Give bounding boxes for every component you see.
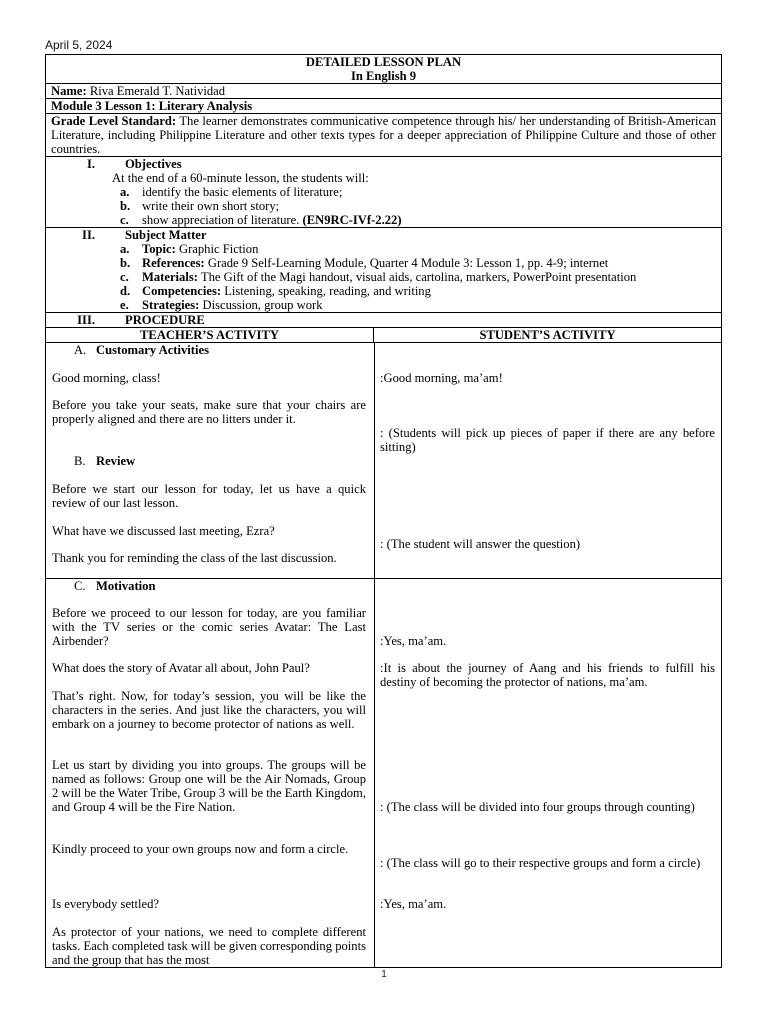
objective-item bbox=[51, 199, 716, 213]
subject-text bbox=[142, 298, 323, 312]
subject-value: Discussion, group work bbox=[202, 298, 323, 312]
subject-text bbox=[142, 242, 258, 256]
objective-text bbox=[142, 213, 402, 227]
customary-heading bbox=[52, 343, 366, 357]
subject-value: Listening, speaking, reading, and writing bbox=[224, 284, 431, 298]
review-label: B. bbox=[74, 454, 86, 468]
objectives-number: I. bbox=[86, 157, 95, 171]
teacher-line: As protector of your nations, we need to complete different tasks. Each completed task will be given corresponding points and the group that has the most bbox=[52, 925, 366, 967]
teacher-line: Thank you for reminding the class of the last discussion. bbox=[52, 551, 337, 565]
subject-label: Strategies: bbox=[142, 298, 200, 312]
objective-text-body: show appreciation of literature. bbox=[142, 213, 300, 227]
student-line: : (The student will answer the question) bbox=[380, 537, 581, 551]
objective-code: (EN9RC-IVf-2.22) bbox=[302, 213, 402, 227]
teacher-line: Before we start our lesson for today, let us have a quick review of our last lesson. bbox=[52, 482, 366, 510]
procedure-number: III. bbox=[77, 313, 95, 327]
subject-item bbox=[51, 256, 716, 270]
student-line: : (The class will be divided into four groups through counting) bbox=[380, 800, 695, 814]
objective-item bbox=[51, 213, 716, 227]
subject-item bbox=[51, 298, 716, 312]
plan-title: DETAILED LESSON PLAN bbox=[305, 55, 462, 69]
student-line: : (Students will pick up pieces of paper if there are any before sitting) bbox=[380, 426, 715, 454]
objective-marker: b. bbox=[120, 199, 131, 213]
procedure-heading-row bbox=[46, 313, 721, 328]
subject-marker: a. bbox=[120, 242, 130, 256]
teacher-line: Before you take your seats, make sure that your chairs are properly aligned and there are no litters under it. bbox=[52, 398, 366, 426]
teacher-line: Let us start by dividing you into groups. The groups will be named as follows: Group one will be the Air Nomads, Group 2 will be the Water Tribe, Group 3 will be the Earth Kingdom, and Group 4 will be the Fire Nation. bbox=[52, 758, 366, 814]
teacher-line: That’s right. Now, for today’s session, you will be like the characters in the series. And just like the characters, you will embark on a journey to become protector of nations as well. bbox=[52, 689, 366, 731]
subject-matter-title: Subject Matter bbox=[125, 228, 207, 242]
subject-item bbox=[51, 270, 716, 284]
subject-label: Topic: bbox=[142, 242, 176, 256]
customary-title: Customary Activities bbox=[96, 343, 209, 357]
name-label: Name: bbox=[51, 84, 87, 98]
teacher-line: What does the story of Avatar all about, John Paul? bbox=[52, 661, 310, 675]
column-divider bbox=[374, 343, 375, 578]
subject-text bbox=[142, 256, 608, 270]
objective-text: identify the basic elements of literature; bbox=[142, 185, 343, 199]
student-line: :Yes, ma’am. bbox=[380, 634, 447, 648]
objectives-heading bbox=[51, 157, 716, 171]
student-line: :It is about the journey of Aang and his friends to fulfill his destiny of becoming the protector of nations, ma’am. bbox=[380, 661, 715, 689]
objective-text: write their own short story; bbox=[142, 199, 280, 213]
page-number: 1 bbox=[381, 969, 387, 980]
objectives-title: Objectives bbox=[125, 157, 182, 171]
subject-marker: d. bbox=[120, 284, 131, 298]
plan-header bbox=[46, 55, 721, 84]
teacher-line: Kindly proceed to your own groups now and form a circle. bbox=[52, 842, 349, 856]
subject-item bbox=[51, 242, 716, 256]
subject-marker: e. bbox=[120, 298, 129, 312]
name-row bbox=[46, 84, 721, 99]
subject-value: Grade 9 Self-Learning Module, Quarter 4 Module 3: Lesson 1, pp. 4-9; internet bbox=[207, 256, 609, 270]
subject-matter-section bbox=[46, 228, 721, 313]
name-value: Riva Emerald T. Natividad bbox=[89, 84, 226, 98]
review-heading bbox=[52, 454, 366, 468]
objectives-intro: At the end of a 60-minute lesson, the students will: bbox=[112, 171, 369, 185]
subject-matter-number: II. bbox=[82, 228, 95, 242]
objective-marker: a. bbox=[120, 185, 130, 199]
subject-label: Competencies: bbox=[142, 284, 222, 298]
student-line: :Yes, ma’am. bbox=[380, 897, 447, 911]
subject-value: The Gift of the Magi handout, visual aids, cartolina, markers, PowerPoint presentation bbox=[200, 270, 637, 284]
student-line: :Good morning, ma’am! bbox=[380, 371, 503, 385]
student-activity-header: STUDENT’S ACTIVITY bbox=[479, 328, 616, 342]
lesson-plan-table bbox=[45, 54, 722, 968]
teacher-line: What have we discussed last meeting, Ezra? bbox=[52, 524, 275, 538]
subject-label: Materials: bbox=[142, 270, 198, 284]
subject-matter-heading bbox=[51, 228, 716, 242]
motivation-label: C. bbox=[74, 579, 86, 593]
column-divider bbox=[374, 579, 375, 967]
subject-label: References: bbox=[142, 256, 205, 270]
activity-column-headers bbox=[46, 328, 721, 343]
subject-item bbox=[51, 284, 716, 298]
subject-marker: b. bbox=[120, 256, 131, 270]
standard-row bbox=[46, 114, 721, 157]
teacher-activity-header: TEACHER’S ACTIVITY bbox=[46, 328, 374, 342]
objective-marker: c. bbox=[120, 213, 129, 227]
motivation-heading bbox=[52, 579, 366, 593]
procedure-title: PROCEDURE bbox=[125, 313, 205, 327]
teacher-line: Is everybody settled? bbox=[52, 897, 160, 911]
procedure-heading bbox=[51, 313, 716, 327]
objective-item bbox=[51, 185, 716, 199]
review-title: Review bbox=[96, 454, 136, 468]
module-row: Module 3 Lesson 1: Literary Analysis bbox=[46, 99, 721, 114]
student-line: : (The class will go to their respective groups and form a circle) bbox=[380, 856, 701, 870]
standard-label: Grade Level Standard: bbox=[51, 114, 177, 128]
subject-text bbox=[142, 284, 431, 298]
subject-value: Graphic Fiction bbox=[178, 242, 259, 256]
customary-label: A. bbox=[74, 343, 87, 357]
teacher-line: Good morning, class! bbox=[52, 371, 161, 385]
document-date: April 5, 2024 bbox=[45, 38, 113, 52]
activity-block-ab bbox=[46, 343, 721, 579]
standard-text: The learner demonstrates communicative competence through his/ her understanding of British-American Literature, including Philippine Literature and other texts types for a deeper appreciation of Philippine Culture and those of other countries. bbox=[51, 114, 716, 156]
teacher-line: Before we proceed to our lesson for today, are you familiar with the TV series or the comic series Avatar: The Last Airbender? bbox=[52, 606, 366, 648]
activity-block-c bbox=[46, 579, 721, 967]
plan-subtitle: In English 9 bbox=[350, 69, 417, 83]
subject-text bbox=[142, 270, 636, 284]
motivation-title: Motivation bbox=[96, 579, 156, 593]
subject-marker: c. bbox=[120, 270, 129, 284]
objectives-section bbox=[46, 157, 721, 228]
